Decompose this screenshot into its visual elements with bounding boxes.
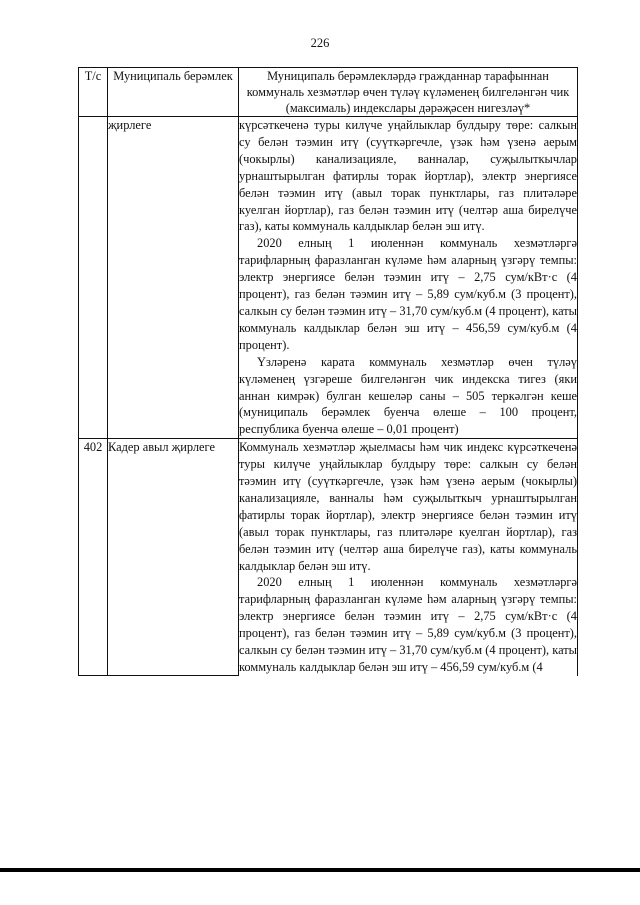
justification-paragraph: күрсәткеченә туры килүче уңайлыклар булдыру төре: салкын су белән тәэмин итү (суүткәргечле, үзәк һәм үзенә аерым (чокырлы) канализацияле, ванналар, суҗылыткычлар урнаштырылган фатирлы торак йортлар), электр энергиясе белән тәэмин итү (авыл торак пунктлары, газ плитәләре куелган йортлар), газ белән тәэмин итү (челтәр аша бирелүче газ), каты коммуналь калдыклар белән эш итү.	[239, 118, 577, 234]
row-municipality: җирлеге	[108, 117, 239, 439]
row-number: 402	[79, 439, 108, 676]
header-municipality: Муниципаль берәмлек	[108, 68, 239, 117]
row-number	[79, 117, 108, 439]
page-number: 226	[310, 36, 330, 50]
header-number: Т/с	[79, 68, 108, 117]
table-row	[79, 117, 578, 439]
justification-paragraph: Коммуналь хезмәтләр җыелмасы һәм чик индекс күрсәткеченә туры килүче уңайлыклар булдыру төре: салкын су белән тәэмин итү (суүткәргечле, үзәк һәм үзенә аерым (чокырлы) канализацияле, ванналы һәм суҗылыткыч урнаштырылган фатирлы торак йортлар), электр энергиясе белән тәэмин итү (авыл торак пунктлары, газ плитәләре куелган йортлар), газ белән тәэмин итү (челтәр аша бирелүче газ), каты коммуналь калдыклар белән эш итү.	[239, 440, 577, 573]
table-row	[79, 439, 578, 676]
row-municipality: Кадер авыл җирлеге	[108, 439, 239, 676]
row-justification	[239, 117, 578, 439]
row-justification	[239, 439, 578, 676]
scan-bottom-border	[0, 868, 640, 872]
justification-paragraph: 2020 елның 1 июленнән коммуналь хезмәтләргә тарифларның фаразланган күләме һәм аларның үзгәрү темпы: электр энергиясе белән тәэмин итү – 2,75 сум/кВт·с (4 процент), газ белән тәэмин итү – 5,89 сум/куб.м (3 процент), салкын су белән тәэмин итү – 31,70 сум/куб.м (4 процент), каты коммуналь калдыклар белән эш итү – 456,59 сум/куб.м (4	[239, 575, 577, 674]
justification-paragraph: Үзләренә карата коммуналь хезмәтләр өчен түләү күләменең үзгәреше билгеләнгән чик индекска тигез (яки аннан кимрәк) булган кешеләр саны – 505 теркәлгән кеше (муниципаль берәмлек буенча өлеше – 100 процент, республика буенча өлеше – 0,01 процент)	[239, 354, 577, 437]
tariff-index-table	[78, 67, 578, 676]
justification-paragraph: 2020 елның 1 июленнән коммуналь хезмәтләргә тарифларның фаразланган күләме һәм аларның үзгәрү темпы: электр энергиясе белән тәэмин итү – 2,75 сум/кВт·с (4 процент), газ белән тәэмин итү – 5,89 сум/куб.м (3 процент), салкын су белән тәэмин итү – 31,70 сум/куб.м (4 процент), каты коммуналь калдыклар белән эш итү – 456,59 сум/куб.м (4 процент).	[239, 236, 577, 352]
table-header-row	[79, 68, 578, 117]
header-index-justification: Муниципаль берәмлекләрдә гражданнар тарафыннан коммуналь хезмәтләр өчен түләү күләменең билгеләнгән чик (максималь) индекслары дәрәҗәсен нигезләү*	[239, 68, 578, 117]
